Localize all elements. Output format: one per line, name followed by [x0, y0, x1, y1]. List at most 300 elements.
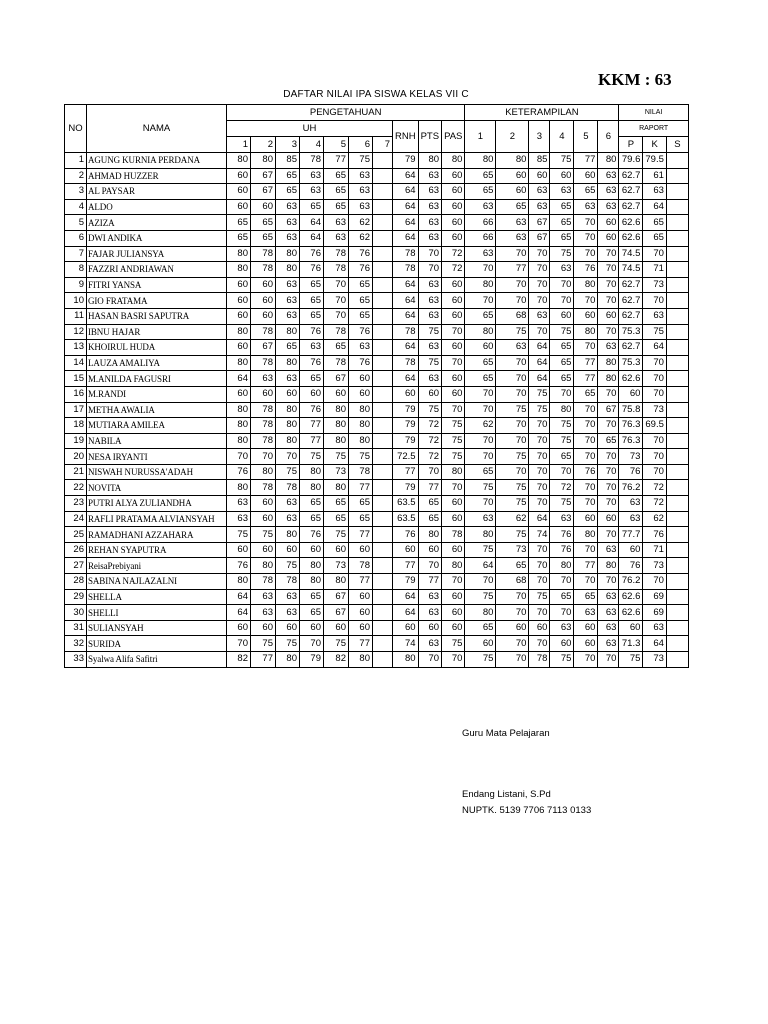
row-ket-6: 70: [598, 262, 619, 278]
row-ket-6: 80: [598, 371, 619, 387]
row-uh-3: 63: [276, 293, 300, 309]
row-no: 32: [65, 636, 87, 652]
row-uh-1: 80: [227, 433, 251, 449]
row-ket-6: 70: [598, 574, 619, 590]
row-raport-k: 64: [643, 340, 667, 356]
row-raport-s: [666, 153, 688, 169]
row-uh-5: 77: [324, 153, 349, 169]
row-no: 14: [65, 355, 87, 371]
row-uh-2: 63: [251, 589, 276, 605]
row-uh-1: 80: [227, 246, 251, 262]
row-raport-s: [666, 418, 688, 434]
header-uh-2: 2: [251, 137, 276, 153]
row-ket-4: 72: [550, 480, 574, 496]
row-ket-6: 70: [598, 386, 619, 402]
row-uh-2: 78: [251, 355, 276, 371]
header-pas: PAS: [442, 121, 465, 153]
row-nama: NOVITA: [87, 480, 227, 496]
row-ket-3: 74: [529, 527, 550, 543]
row-uh-7: [373, 246, 393, 262]
row-raport-p: 62.7: [619, 184, 643, 200]
row-uh-1: 60: [227, 199, 251, 215]
row-pts: 60: [418, 542, 441, 558]
row-pas: 80: [442, 153, 465, 169]
row-uh-7: [373, 418, 393, 434]
row-uh-7: [373, 324, 393, 340]
row-no: 13: [65, 340, 87, 356]
row-uh-7: [373, 355, 393, 371]
row-rnh: 78: [393, 324, 419, 340]
table-row: [65, 386, 689, 402]
row-ket-3: 70: [529, 480, 550, 496]
row-uh-7: [373, 464, 393, 480]
header-nama: NAMA: [87, 105, 227, 153]
table-row: [65, 277, 689, 293]
table-row: [65, 168, 689, 184]
row-uh-3: 65: [276, 184, 300, 200]
row-uh-2: 78: [251, 418, 276, 434]
row-ket-5: 70: [574, 293, 598, 309]
row-raport-s: [666, 433, 688, 449]
row-rnh: 72.5: [393, 449, 419, 465]
row-ket-2: 70: [496, 652, 529, 668]
table-row: [65, 542, 689, 558]
row-uh-3: 80: [276, 246, 300, 262]
row-pts: 60: [418, 386, 441, 402]
row-uh-6: 76: [349, 355, 373, 371]
row-uh-5: 75: [324, 527, 349, 543]
header-pengetahuan: PENGETAHUAN: [227, 105, 465, 121]
row-ket-2: 70: [496, 418, 529, 434]
row-ket-1: 66: [465, 215, 496, 231]
row-pts: 80: [418, 527, 441, 543]
table-row: [65, 230, 689, 246]
row-uh-4: 77: [300, 433, 324, 449]
row-nama: M.ANILDA FAGUSRI: [87, 371, 227, 387]
header-row-1: [65, 105, 689, 121]
row-nama: NISWAH NURUSSA'ADAH: [87, 464, 227, 480]
row-uh-7: [373, 496, 393, 512]
row-ket-3: 63: [529, 199, 550, 215]
row-raport-p: 62.6: [619, 589, 643, 605]
row-raport-s: [666, 480, 688, 496]
row-raport-s: [666, 277, 688, 293]
row-ket-1: 65: [465, 620, 496, 636]
row-raport-p: 76.3: [619, 433, 643, 449]
header-ket-2: 2: [496, 121, 529, 153]
row-ket-6: 80: [598, 355, 619, 371]
row-ket-2: 70: [496, 371, 529, 387]
row-uh-5: 78: [324, 355, 349, 371]
row-uh-2: 77: [251, 652, 276, 668]
row-raport-p: 63: [619, 511, 643, 527]
row-raport-p: 62.6: [619, 215, 643, 231]
row-ket-3: 70: [529, 293, 550, 309]
row-uh-3: 63: [276, 215, 300, 231]
row-ket-2: 80: [496, 153, 529, 169]
row-ket-1: 80: [465, 527, 496, 543]
row-uh-6: 63: [349, 199, 373, 215]
row-pas: 70: [442, 574, 465, 590]
row-uh-4: 64: [300, 230, 324, 246]
row-pas: 60: [442, 511, 465, 527]
row-no: 9: [65, 277, 87, 293]
row-ket-3: 64: [529, 340, 550, 356]
row-rnh: 79: [393, 574, 419, 590]
row-raport-p: 62.7: [619, 277, 643, 293]
row-ket-1: 80: [465, 153, 496, 169]
row-ket-5: 65: [574, 386, 598, 402]
row-raport-s: [666, 386, 688, 402]
header-uh-3: 3: [276, 137, 300, 153]
row-raport-p: 76.3: [619, 418, 643, 434]
table-row: [65, 262, 689, 278]
row-raport-k: 76: [643, 527, 667, 543]
row-pts: 75: [418, 402, 441, 418]
row-raport-k: 69.5: [643, 418, 667, 434]
row-raport-s: [666, 246, 688, 262]
row-uh-4: 76: [300, 355, 324, 371]
row-raport-s: [666, 558, 688, 574]
row-uh-4: 80: [300, 464, 324, 480]
row-ket-2: 75: [496, 324, 529, 340]
grades-table: [64, 104, 689, 668]
row-ket-5: 70: [574, 480, 598, 496]
table-row: [65, 371, 689, 387]
row-ket-4: 60: [550, 308, 574, 324]
row-ket-2: 75: [496, 496, 529, 512]
row-nama: NESA IRYANTI: [87, 449, 227, 465]
table-row: [65, 449, 689, 465]
row-raport-s: [666, 652, 688, 668]
row-uh-2: 60: [251, 199, 276, 215]
row-rnh: 64: [393, 589, 419, 605]
row-pts: 77: [418, 574, 441, 590]
row-uh-5: 67: [324, 589, 349, 605]
row-ket-3: 85: [529, 153, 550, 169]
row-ket-4: 65: [550, 230, 574, 246]
row-uh-2: 80: [251, 464, 276, 480]
row-nama: METHA AWALIA: [87, 402, 227, 418]
row-ket-1: 80: [465, 605, 496, 621]
row-uh-5: 73: [324, 464, 349, 480]
header-ket-4: 4: [550, 121, 574, 153]
row-uh-1: 80: [227, 402, 251, 418]
row-uh-3: 78: [276, 480, 300, 496]
row-uh-1: 63: [227, 511, 251, 527]
row-uh-5: 80: [324, 402, 349, 418]
row-uh-3: 63: [276, 605, 300, 621]
row-ket-1: 75: [465, 542, 496, 558]
row-ket-4: 75: [550, 246, 574, 262]
row-ket-1: 80: [465, 277, 496, 293]
table-row: [65, 355, 689, 371]
row-rnh: 79: [393, 402, 419, 418]
row-pts: 70: [418, 246, 441, 262]
row-ket-3: 64: [529, 371, 550, 387]
row-uh-7: [373, 527, 393, 543]
row-uh-5: 80: [324, 480, 349, 496]
row-ket-4: 76: [550, 527, 574, 543]
row-uh-7: [373, 652, 393, 668]
row-no: 31: [65, 620, 87, 636]
row-uh-5: 78: [324, 246, 349, 262]
row-nama: SABINA NAJLAZALNI: [87, 574, 227, 590]
row-uh-7: [373, 574, 393, 590]
header-uh: UH: [227, 121, 393, 137]
row-uh-2: 78: [251, 574, 276, 590]
row-uh-7: [373, 215, 393, 231]
row-ket-6: 67: [598, 402, 619, 418]
row-uh-7: [373, 184, 393, 200]
grades-body: [65, 153, 689, 668]
row-pts: 63: [418, 371, 441, 387]
row-pas: 72: [442, 262, 465, 278]
row-ket-4: 70: [550, 605, 574, 621]
row-no: 6: [65, 230, 87, 246]
row-nama: SURIDA: [87, 636, 227, 652]
row-uh-6: 77: [349, 527, 373, 543]
header-k: K: [643, 137, 667, 153]
row-uh-3: 75: [276, 558, 300, 574]
table-row: [65, 324, 689, 340]
row-uh-2: 60: [251, 293, 276, 309]
row-uh-5: 65: [324, 511, 349, 527]
row-uh-2: 60: [251, 277, 276, 293]
row-uh-5: 63: [324, 215, 349, 231]
row-uh-6: 80: [349, 652, 373, 668]
row-pas: 70: [442, 652, 465, 668]
row-ket-6: 63: [598, 168, 619, 184]
row-uh-1: 65: [227, 230, 251, 246]
row-raport-p: 76.2: [619, 480, 643, 496]
row-uh-6: 63: [349, 168, 373, 184]
row-raport-s: [666, 620, 688, 636]
row-raport-k: 71: [643, 542, 667, 558]
row-ket-5: 80: [574, 527, 598, 543]
row-uh-6: 76: [349, 324, 373, 340]
row-ket-6: 63: [598, 620, 619, 636]
row-ket-1: 60: [465, 340, 496, 356]
row-raport-p: 76.2: [619, 574, 643, 590]
row-rnh: 64: [393, 168, 419, 184]
row-raport-k: 63: [643, 308, 667, 324]
row-ket-4: 75: [550, 418, 574, 434]
row-ket-4: 70: [550, 464, 574, 480]
row-uh-1: 80: [227, 480, 251, 496]
row-ket-1: 63: [465, 199, 496, 215]
row-raport-k: 73: [643, 558, 667, 574]
row-rnh: 64: [393, 215, 419, 231]
row-uh-3: 75: [276, 636, 300, 652]
row-ket-2: 62: [496, 511, 529, 527]
row-rnh: 64: [393, 308, 419, 324]
title-text: DAFTAR NILAI IPA SISWA KELAS VII C: [283, 89, 469, 100]
row-uh-7: [373, 386, 393, 402]
row-uh-2: 60: [251, 511, 276, 527]
row-ket-3: 60: [529, 620, 550, 636]
row-pts: 77: [418, 480, 441, 496]
row-nama: SULIANSYAH: [87, 620, 227, 636]
row-ket-5: 60: [574, 636, 598, 652]
row-uh-4: 63: [300, 168, 324, 184]
row-uh-6: 78: [349, 558, 373, 574]
row-uh-1: 80: [227, 324, 251, 340]
row-uh-4: 78: [300, 153, 324, 169]
row-raport-k: 72: [643, 480, 667, 496]
row-uh-6: 65: [349, 308, 373, 324]
signature-nuptk: NUPTK. 5139 7706 7113 0133: [462, 805, 592, 816]
row-uh-3: 80: [276, 433, 300, 449]
row-ket-2: 75: [496, 449, 529, 465]
table-row: [65, 464, 689, 480]
row-nama: FAJAR JULIANSYA: [87, 246, 227, 262]
row-nama: SHELLA: [87, 589, 227, 605]
row-nama: LAUZA AMALIYA: [87, 355, 227, 371]
row-no: 19: [65, 433, 87, 449]
row-uh-6: 60: [349, 620, 373, 636]
row-uh-3: 80: [276, 324, 300, 340]
table-row: [65, 480, 689, 496]
row-raport-s: [666, 168, 688, 184]
row-ket-6: 70: [598, 277, 619, 293]
row-raport-p: 77.7: [619, 527, 643, 543]
row-ket-5: 65: [574, 184, 598, 200]
row-nama: MUTIARA AMILEA: [87, 418, 227, 434]
header-keterampilan: KETERAMPILAN: [465, 105, 619, 121]
header-uh-6: 6: [349, 137, 373, 153]
row-raport-k: 70: [643, 371, 667, 387]
row-pts: 63: [418, 308, 441, 324]
row-raport-p: 62.6: [619, 230, 643, 246]
row-uh-4: 63: [300, 184, 324, 200]
row-raport-k: 63: [643, 184, 667, 200]
row-uh-7: [373, 293, 393, 309]
header-no: NO: [65, 105, 87, 153]
row-uh-3: 63: [276, 230, 300, 246]
row-pts: 63: [418, 184, 441, 200]
row-ket-2: 70: [496, 277, 529, 293]
row-uh-3: 63: [276, 496, 300, 512]
row-uh-7: [373, 262, 393, 278]
row-uh-6: 60: [349, 542, 373, 558]
row-uh-7: [373, 308, 393, 324]
row-uh-5: 78: [324, 324, 349, 340]
row-uh-1: 60: [227, 308, 251, 324]
row-uh-3: 65: [276, 168, 300, 184]
row-rnh: 78: [393, 355, 419, 371]
row-rnh: 64: [393, 605, 419, 621]
row-rnh: 74: [393, 636, 419, 652]
row-ket-3: 67: [529, 215, 550, 231]
row-uh-2: 78: [251, 324, 276, 340]
row-rnh: 64: [393, 199, 419, 215]
row-ket-2: 75: [496, 402, 529, 418]
row-uh-6: 75: [349, 449, 373, 465]
signature-role: Guru Mata Pelajaran: [462, 728, 550, 739]
row-ket-6: 70: [598, 324, 619, 340]
row-uh-3: 60: [276, 620, 300, 636]
row-ket-5: 65: [574, 589, 598, 605]
table-row: [65, 558, 689, 574]
header-p: P: [619, 137, 643, 153]
row-no: 21: [65, 464, 87, 480]
header-uh-4: 4: [300, 137, 324, 153]
table-row: [65, 340, 689, 356]
row-uh-5: 70: [324, 277, 349, 293]
row-uh-6: 80: [349, 433, 373, 449]
row-pas: 70: [442, 355, 465, 371]
row-uh-3: 60: [276, 542, 300, 558]
row-ket-2: 63: [496, 230, 529, 246]
row-ket-5: 63: [574, 199, 598, 215]
row-ket-4: 70: [550, 277, 574, 293]
row-ket-6: 70: [598, 652, 619, 668]
row-no: 16: [65, 386, 87, 402]
row-pas: 70: [442, 480, 465, 496]
row-uh-2: 63: [251, 371, 276, 387]
row-ket-4: 70: [550, 386, 574, 402]
table-row: [65, 153, 689, 169]
row-ket-6: 63: [598, 542, 619, 558]
row-uh-3: 70: [276, 449, 300, 465]
row-uh-3: 63: [276, 308, 300, 324]
row-ket-4: 60: [550, 168, 574, 184]
row-pas: 60: [442, 620, 465, 636]
row-raport-s: [666, 542, 688, 558]
row-ket-5: 70: [574, 542, 598, 558]
row-raport-s: [666, 293, 688, 309]
row-uh-1: 60: [227, 620, 251, 636]
row-raport-p: 74.5: [619, 262, 643, 278]
row-uh-6: 76: [349, 246, 373, 262]
row-uh-4: 79: [300, 652, 324, 668]
row-ket-6: 63: [598, 184, 619, 200]
row-raport-k: 65: [643, 215, 667, 231]
row-ket-4: 70: [550, 293, 574, 309]
table-row: [65, 199, 689, 215]
row-pas: 75: [442, 449, 465, 465]
row-uh-5: 65: [324, 184, 349, 200]
row-rnh: 79: [393, 153, 419, 169]
row-ket-1: 65: [465, 184, 496, 200]
row-uh-5: 67: [324, 371, 349, 387]
row-uh-1: 64: [227, 589, 251, 605]
row-ket-3: 60: [529, 168, 550, 184]
row-ket-5: 60: [574, 168, 598, 184]
table-row: [65, 433, 689, 449]
row-uh-1: 80: [227, 418, 251, 434]
row-ket-6: 65: [598, 433, 619, 449]
row-ket-4: 63: [550, 262, 574, 278]
row-ket-4: 65: [550, 355, 574, 371]
row-pts: 63: [418, 199, 441, 215]
row-uh-7: [373, 605, 393, 621]
row-uh-2: 78: [251, 402, 276, 418]
row-uh-6: 60: [349, 386, 373, 402]
row-no: 4: [65, 199, 87, 215]
row-pts: 70: [418, 558, 441, 574]
row-uh-1: 76: [227, 464, 251, 480]
row-uh-1: 70: [227, 449, 251, 465]
row-ket-3: 64: [529, 355, 550, 371]
row-uh-7: [373, 542, 393, 558]
row-raport-s: [666, 496, 688, 512]
table-row: [65, 589, 689, 605]
row-ket-3: 75: [529, 386, 550, 402]
row-pas: 60: [442, 199, 465, 215]
kkm-label: KKM : 63: [598, 70, 672, 89]
